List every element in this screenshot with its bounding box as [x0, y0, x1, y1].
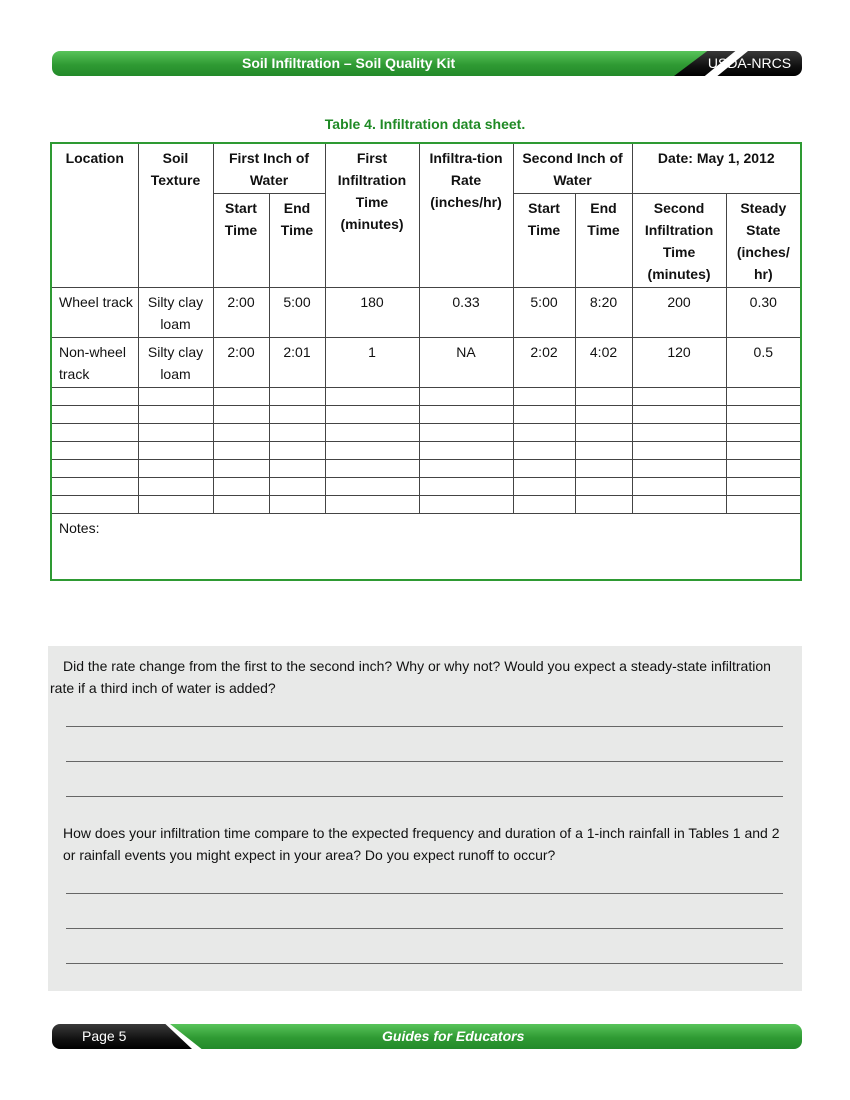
table-row	[51, 338, 801, 388]
cell-end1: 5:00	[269, 288, 325, 338]
cell-location: Non-wheel track	[51, 338, 138, 388]
blank-row	[51, 460, 801, 478]
header-date: Date: May 1, 2012	[632, 143, 801, 194]
cell-start1: 2:00	[213, 338, 269, 388]
header-end-time-1: End Time	[269, 194, 325, 288]
cell-location: Wheel track	[51, 288, 138, 338]
notes-cell[interactable]	[51, 514, 801, 581]
table-row	[51, 288, 801, 338]
header-end-time-2: End Time	[575, 194, 632, 288]
header-start-time-1: Start Time	[213, 194, 269, 288]
header-title: Soil Infiltration – Soil Quality Kit	[242, 55, 456, 71]
header-soil-texture: Soil Texture	[138, 143, 213, 288]
question-1: Did the rate change from the first to the second inch? Why or why not? Would you expect a steady-state infiltration rate if a third inch of water is added?	[50, 658, 771, 696]
cell-time1: 1	[325, 338, 419, 388]
header-first-infiltration-time: First Infiltration Time (minutes)	[325, 143, 419, 288]
cell-texture: Silty clay loam	[138, 338, 213, 388]
cell-time1: 180	[325, 288, 419, 338]
cell-start2: 5:00	[513, 288, 575, 338]
cell-end2: 4:02	[575, 338, 632, 388]
answer-line[interactable]	[66, 726, 783, 727]
answer-line[interactable]	[66, 963, 783, 964]
answer-line[interactable]	[66, 796, 783, 797]
cell-steady: 0.5	[726, 338, 801, 388]
question-2: How does your infiltration time compare to the expected frequency and duration of a 1-inch rainfall in Tables 1 and 2 or rainfall events you might expect in your area? Do you expect runoff to occur?	[63, 825, 780, 863]
footer-guide-title: Guides for Educators	[382, 1028, 525, 1044]
cell-rate: 0.33	[419, 288, 513, 338]
blank-row	[51, 442, 801, 460]
cell-start2: 2:02	[513, 338, 575, 388]
header-second-inch: Second Inch of Water	[513, 143, 632, 194]
table-caption: Table 4. Infiltration data sheet.	[324, 116, 526, 132]
page-footer	[52, 1024, 802, 1049]
header-location: Location	[51, 143, 138, 288]
header-steady-state: Steady State (inches/ hr)	[726, 194, 801, 288]
blank-row	[51, 388, 801, 406]
cell-texture: Silty clay loam	[138, 288, 213, 338]
blank-row	[51, 424, 801, 442]
notes-label: Notes:	[59, 520, 100, 536]
answer-line[interactable]	[66, 928, 783, 929]
cell-end2: 8:20	[575, 288, 632, 338]
answer-line[interactable]	[66, 761, 783, 762]
header-org: USDA-NRCS	[707, 55, 792, 71]
cell-rate: NA	[419, 338, 513, 388]
cell-steady: 0.30	[726, 288, 801, 338]
cell-start1: 2:00	[213, 288, 269, 338]
header-start-time-2: Start Time	[513, 194, 575, 288]
questions-box	[48, 646, 802, 991]
cell-time2: 200	[632, 288, 726, 338]
blank-row	[51, 496, 801, 514]
blank-row	[51, 478, 801, 496]
header-second-infiltration-time: Second Infiltration Time (minutes)	[632, 194, 726, 288]
blank-row	[51, 406, 801, 424]
header-infiltration-rate: Infiltra-tion Rate (inches/hr)	[419, 143, 513, 288]
cell-end1: 2:01	[269, 338, 325, 388]
page-header	[52, 51, 802, 76]
cell-time2: 120	[632, 338, 726, 388]
header-first-inch: First Inch of Water	[213, 143, 325, 194]
infiltration-data-table	[50, 142, 802, 581]
page-number: Page 5	[82, 1028, 127, 1044]
answer-line[interactable]	[66, 893, 783, 894]
